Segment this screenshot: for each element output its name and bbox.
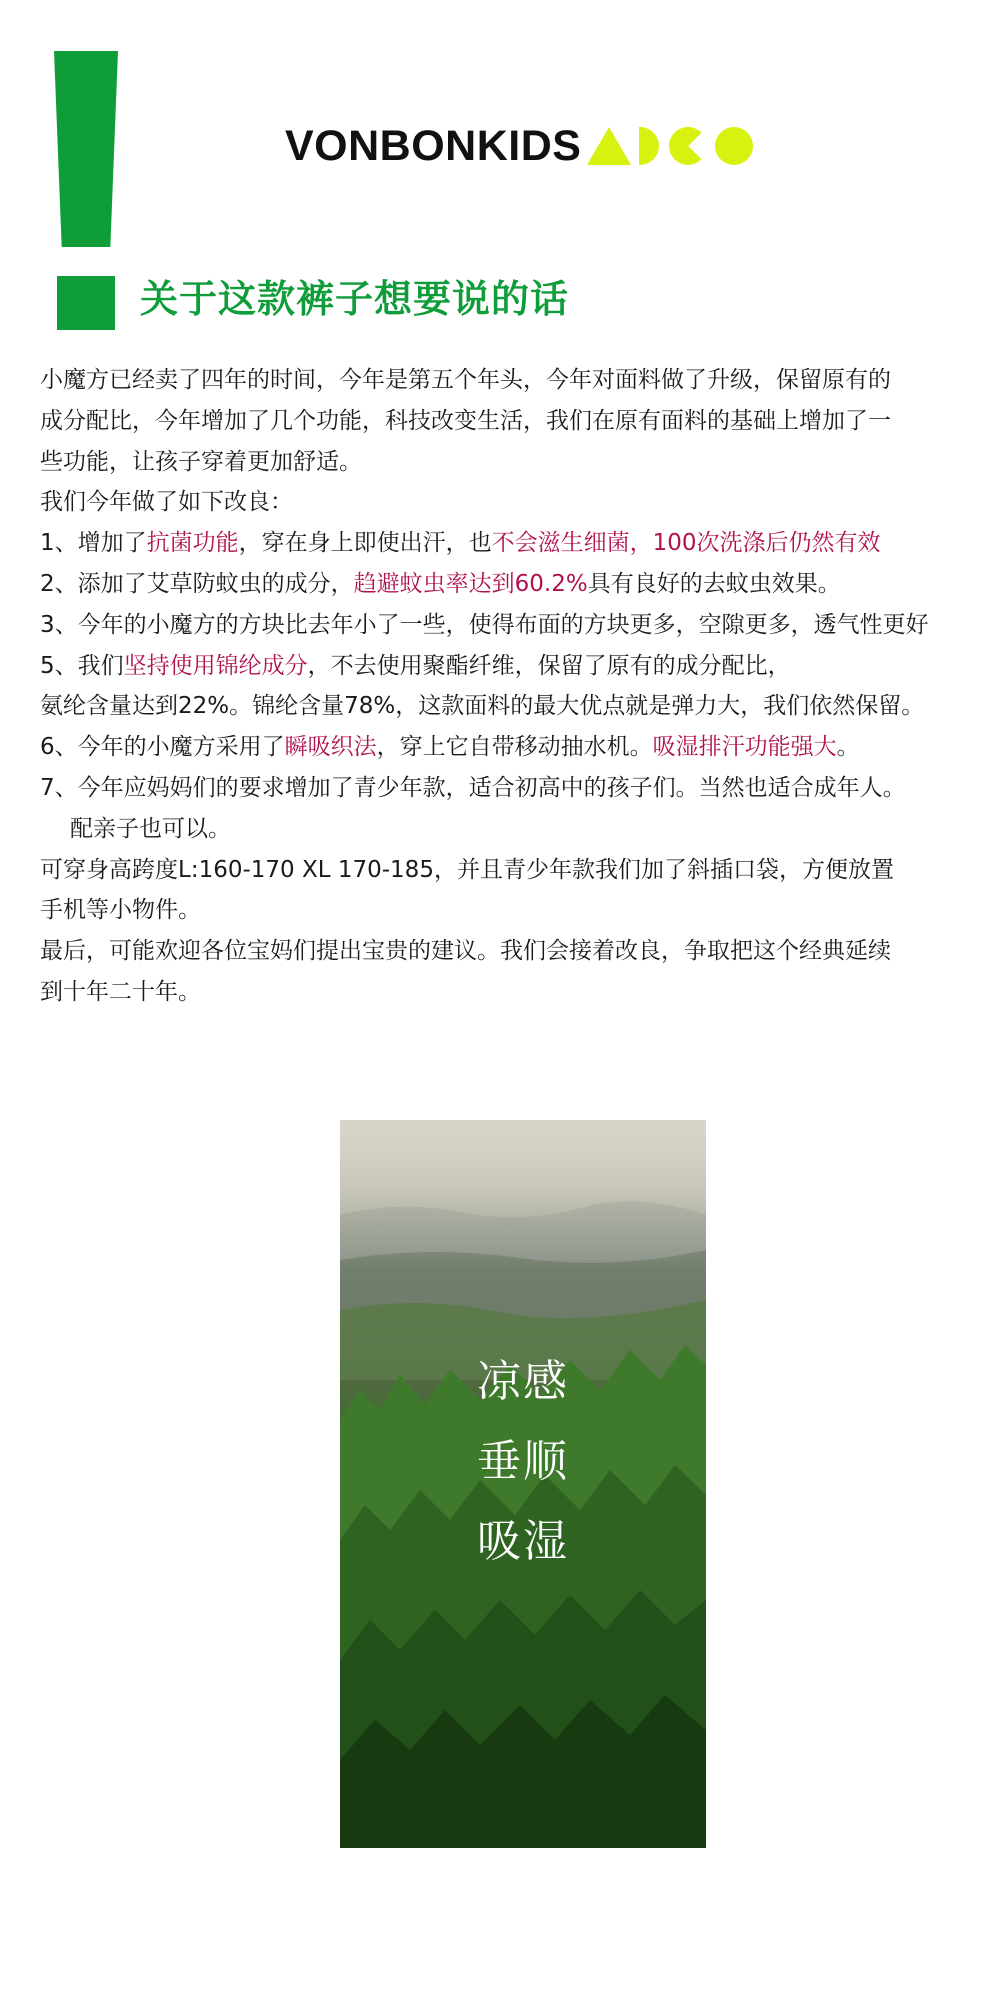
text-line xyxy=(40,931,990,972)
highlighted-text: 坚持使用锦纶成分 xyxy=(123,652,308,679)
pacman-shape-icon xyxy=(669,127,707,165)
text-segment: 最后，可能欢迎各位宝妈们提出宝贵的建议。我们会接着改良，争取把这个经典延续 xyxy=(40,938,891,965)
text-segment: 1、增加了 xyxy=(40,530,147,557)
text-segment: 5、我们 xyxy=(40,652,124,679)
text-line xyxy=(40,605,990,646)
text-line xyxy=(40,482,990,523)
description-text xyxy=(40,360,990,1013)
text-segment: ，穿在身上即使出汗，也 xyxy=(238,530,492,557)
photo-word: 垂顺 xyxy=(477,1436,569,1487)
text-segment: 配亲子也可以。 xyxy=(70,815,231,842)
brand-name: VONBONKIDS xyxy=(285,121,582,170)
photo-feature-words xyxy=(477,1342,569,1582)
text-line xyxy=(40,768,990,809)
highlighted-text: 不会滋生细菌，100次洗涤后仍然有效 xyxy=(491,530,881,557)
text-segment: 些功能，让孩子穿着更加舒适。 xyxy=(40,448,362,475)
text-segment: 6、今年的小魔方采用了 xyxy=(40,734,285,761)
text-line xyxy=(40,523,990,564)
text-line xyxy=(40,850,990,891)
half-circle-shape-icon xyxy=(639,127,659,165)
text-line xyxy=(40,564,990,605)
text-line xyxy=(40,442,990,483)
text-segment: 氨纶含量达到22%。锦纶含量78%，这款面料的最大优点就是弹力大，我们依然保留。 xyxy=(40,693,925,720)
highlighted-text: 趋避蚊虫率达到60.2% xyxy=(353,570,588,597)
forest-photo xyxy=(340,1120,706,1848)
text-segment: 7、今年应妈妈们的要求增加了青少年款，适合初高中的孩子们。当然也适合成年人。 xyxy=(40,774,906,801)
circle-shape-icon xyxy=(715,127,753,165)
text-line xyxy=(40,972,990,1013)
text-segment: 我们今年做了如下改良： xyxy=(40,489,293,516)
text-segment: 小魔方已经卖了四年的时间，今年是第五个年头，今年对面料做了升级，保留原有的 xyxy=(40,367,891,393)
text-segment: 。 xyxy=(836,734,860,761)
text-line xyxy=(40,401,990,442)
highlighted-text: 瞬吸织法 xyxy=(284,734,377,761)
text-line xyxy=(40,686,990,727)
text-segment: 手机等小物件。 xyxy=(40,897,201,924)
text-segment: 可穿身高跨度L:160-170 XL 170-185，并且青少年款我们加了斜插口袋，方便放置 xyxy=(40,856,894,883)
text-line xyxy=(40,809,990,850)
triangle-shape-icon xyxy=(587,127,631,165)
brand-shapes-icon xyxy=(587,127,753,165)
text-line xyxy=(40,646,990,687)
text-segment: 3、今年的小魔方的方块比去年小了一些，使得布面的方块更多，空隙更多，透气性更好 xyxy=(40,611,929,638)
brand-logo xyxy=(285,118,753,174)
text-line xyxy=(40,890,990,931)
text-line xyxy=(40,360,990,401)
photo-word: 凉感 xyxy=(477,1356,569,1407)
text-segment: ，穿上它自带移动抽水机。 xyxy=(376,734,653,761)
text-segment: 2、添加了艾草防蚊虫的成分， xyxy=(40,570,354,597)
section-heading: 关于这款裤子想要说的话 xyxy=(140,277,570,321)
text-segment: ，不去使用聚酯纤维，保留了原有的成分配比， xyxy=(307,652,791,679)
exclamation-bar-decoration xyxy=(54,51,118,247)
text-segment: 成分配比，今年增加了几个功能，科技改变生活，我们在原有面料的基础上增加了一 xyxy=(40,407,891,434)
photo-word: 吸湿 xyxy=(477,1516,569,1567)
text-segment: 具有良好的去蚊虫效果。 xyxy=(587,570,841,597)
exclamation-dot-decoration xyxy=(57,276,115,330)
highlighted-text: 抗菌功能 xyxy=(146,530,239,557)
text-line xyxy=(40,727,990,768)
text-segment: 到十年二十年。 xyxy=(40,978,201,1005)
highlighted-text: 吸湿排汗功能强大 xyxy=(652,734,837,761)
